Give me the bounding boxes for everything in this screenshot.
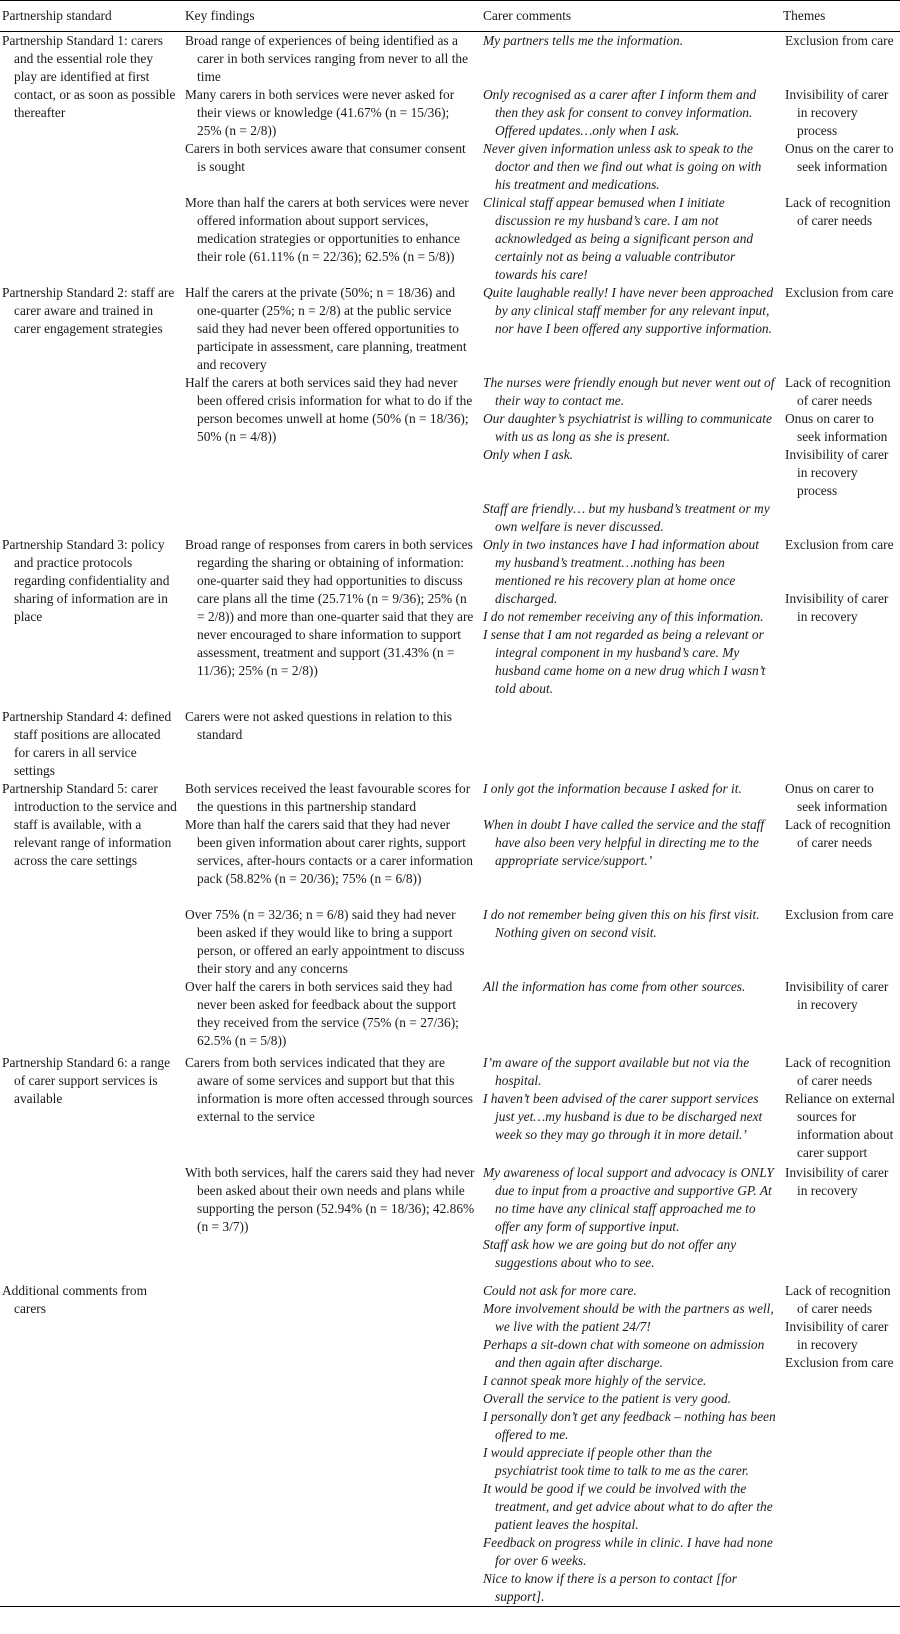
standard-text: Partnership Standard 6: a range of carer support services is available xyxy=(2,1055,171,1106)
theme-text: Exclusion from care xyxy=(785,1355,894,1370)
table-row xyxy=(0,708,900,780)
theme-text: Exclusion from care xyxy=(785,537,894,552)
theme-text: Invisibility of carer in recovery xyxy=(785,1165,889,1198)
theme-text: Onus on the carer to seek information xyxy=(785,141,894,174)
comment-text: The nurses were friendly enough but never went out of their way to contact me. xyxy=(483,375,775,408)
comment-text: When in doubt I have called the service and the staff have also been very helpful in directing me to the appropriate service/support.’ xyxy=(483,817,765,868)
comment-text: Only in two instances have I had information about my husband’s treatment…nothing has been mentioned re his recovery plan at home once discharged. xyxy=(483,537,759,606)
comment-text: Could not ask for more care. xyxy=(483,1283,637,1298)
theme-text: Lack of recognition of carer needs xyxy=(785,375,891,408)
standard-cell xyxy=(0,32,183,285)
table-row xyxy=(0,1054,900,1164)
finding-text: Broad range of responses from carers in both services regarding the sharing or obtaining of information: one-quarter said they had opportunities to discuss care plans all the time (25.71% (n = 9/36); 25% (n = 2/8)) and more than one-quarter said that they are never encouraged to share information to support assessment, treatment and support (31.43% (n = 11/36); 25% (n = 2/8)) xyxy=(185,537,474,678)
finding-text: Carers in both services aware that consumer consent is sought xyxy=(185,141,466,174)
finding-text: More than half the carers at both services were never offered information about support services, medication strategies or opportunities to enhance their role (61.11% (n = 22/36); 62.5% (n = 5/8)) xyxy=(185,195,469,264)
theme-text: Lack of recognition of carer needs xyxy=(785,817,891,850)
comment-text: Quite laughable really! I have never been approached by any clinical staff member for any relevant input, nor have I been offered any supportive information. xyxy=(483,285,774,336)
comment-text: It would be good if we could be involved with the treatment, and get advice about what to do after the patient leaves the hospital. xyxy=(483,1481,773,1532)
finding-text: Many carers in both services were never asked for their views or knowledge (41.67% (n = 15/36); 25% (n = 2/8)) xyxy=(185,87,455,138)
standard-cell xyxy=(0,1054,183,1282)
comment-text: Nice to know if there is a person to contact [for support]. xyxy=(483,1571,737,1604)
comment-text: Only when I ask. xyxy=(483,447,573,462)
header-partnership-standard: Partnership standard xyxy=(0,1,183,32)
comment-text: I only got the information because I asked for it. xyxy=(483,781,742,796)
comment-text: Our daughter’s psychiatrist is willing to communicate with us as long as she is present. xyxy=(483,411,772,444)
table-row xyxy=(0,1282,900,1607)
comment-text: I do not remember being given this on his first visit. Nothing given on second visit. xyxy=(483,907,760,940)
comment-text: All the information has come from other sources. xyxy=(483,979,746,994)
theme-text: Lack of recognition of carer needs xyxy=(785,1055,891,1088)
comment-text: I personally don’t get any feedback – nothing has been offered to me. xyxy=(483,1409,776,1442)
standard-cell xyxy=(0,284,183,536)
comment-text: I’m aware of the support available but not via the hospital. xyxy=(483,1055,750,1088)
finding-text: Over 75% (n = 32/36; n = 6/8) said they had never been asked if they would like to bring a support person, or offered an early appointment to discuss their story and any concerns xyxy=(185,907,465,976)
finding-text: Both services received the least favourable scores for the questions in this partnership standard xyxy=(185,781,471,814)
standard-cell xyxy=(0,708,183,780)
theme-text: Onus on carer to seek information xyxy=(785,781,888,814)
finding-text: More than half the carers said that they had never been given information about carer rights, support services, after-hours contacts or a carer information pack (58.82% (n = 20/36); 75% (n = 6/8)) xyxy=(185,817,473,886)
theme-text: Exclusion from care xyxy=(785,285,894,300)
header-key-findings: Key findings xyxy=(183,1,481,32)
comment-text: Staff are friendly… but my husband’s treatment or my own welfare is never discussed. xyxy=(483,501,770,534)
comment-text: More involvement should be with the partners as well, we live with the patient 24/7! xyxy=(483,1301,774,1334)
theme-text: Invisibility of carer in recovery xyxy=(785,591,889,624)
comment-text: Only recognised as a carer after I inform them and then they ask for consent to convey information. Offered updates…only when I ask. xyxy=(483,87,757,138)
theme-text: Invisibility of carer in recovery xyxy=(785,1319,889,1352)
theme-text: Invisibility of carer in recovery xyxy=(785,979,889,1012)
theme-text: Invisibility of carer in recovery process xyxy=(785,87,889,138)
theme-text: Reliance on external sources for information about carer support xyxy=(785,1091,896,1160)
table-row xyxy=(0,284,900,374)
finding-text: Over half the carers in both services said they had never been asked for feedback about the support they received from the service (75% (n = 27/36); 62.5% (n = 5/8)) xyxy=(185,979,459,1048)
comment-text: My partners tells me the information. xyxy=(483,33,684,48)
finding-text: Broad range of experiences of being identified as a carer in both services ranging from never to all the time xyxy=(185,33,469,84)
standard-text: Partnership Standard 1: carers and the essential role they play are identified at first contact, or as soon as possible thereafter xyxy=(2,33,176,120)
standard-text: Additional comments from carers xyxy=(2,1283,148,1316)
table-row xyxy=(0,780,900,816)
finding-text: With both services, half the carers said they had never been asked about their own needs and plans while supporting the person (52.94% (n = 18/36); 42.86% (n = 3/7)) xyxy=(185,1165,475,1234)
theme-text: Exclusion from care xyxy=(785,33,894,48)
comment-text: Feedback on progress while in clinic. I have had none for over 6 weeks. xyxy=(483,1535,773,1568)
comment-text: Never given information unless ask to speak to the doctor and then we find out what is going on with his treatment and medications. xyxy=(483,141,762,192)
header-carer-comments: Carer comments xyxy=(481,1,781,32)
table-row xyxy=(0,32,900,87)
finding-text: Carers from both services indicated that they are aware of some services and support but that this information is more often accessed through sources external to the service xyxy=(185,1055,473,1124)
header-themes: Themes xyxy=(781,1,900,32)
standard-cell xyxy=(0,536,183,708)
theme-text: Exclusion from care xyxy=(785,907,894,922)
standard-text: Partnership Standard 3: policy and practice protocols regarding confidentiality and sharing of information are in place xyxy=(2,537,170,624)
comment-text: Clinical staff appear bemused when I initiate discussion re my husband’s care. I am not acknowledged as being a significant person and certainly not as being a valuable contributor towards his care! xyxy=(483,195,754,282)
comment-text: I would appreciate if people other than the psychiatrist took time to talk to me as the carer. xyxy=(483,1445,749,1478)
standard-text: Partnership Standard 5: carer introduction to the service and staff is available, with a relevant range of information across the care settings xyxy=(2,781,177,868)
table-bottom-rule xyxy=(0,1607,900,1612)
comment-text: I cannot speak more highly of the service. xyxy=(483,1373,707,1388)
comment-text: I sense that I am not regarded as being a relevant or integral component in my husband’s care. My husband came home on a new drug which I wasn’t told about. xyxy=(483,627,766,696)
theme-text: Invisibility of carer in recovery process xyxy=(785,447,889,498)
finding-text: Carers were not asked questions in relation to this standard xyxy=(185,709,453,742)
standard-cell xyxy=(0,780,183,1054)
standard-text: Partnership Standard 4: defined staff positions are allocated for carers in all service settings xyxy=(2,709,172,778)
finding-text: Half the carers at both services said they had never been offered crisis information for what to do if the person becomes unwell at home (50% (n = 18/36); 50% (n = 4/8)) xyxy=(185,375,473,444)
finding-text: Half the carers at the private (50%; n = 18/36) and one-quarter (25%; n = 2/8) at the public service said they had never been offered opportunities to participate in assessment, care planning, treatment and recovery xyxy=(185,285,467,372)
comment-text: Perhaps a sit-down chat with someone on admission and then again after discharge. xyxy=(483,1337,765,1370)
theme-text: Onus on carer to seek information xyxy=(785,411,888,444)
comment-text: I do not remember receiving any of this information. xyxy=(483,609,764,624)
comment-text: My awareness of local support and advocacy is ONLY due to input from a proactive and supportive GP. At no time have any clinical staff approached me to offer any form of supportive input. xyxy=(483,1165,774,1234)
comment-text: Staff ask how we are going but do not offer any suggestions about who to see. xyxy=(483,1237,737,1270)
standard-cell xyxy=(0,1282,183,1607)
comment-text: Overall the service to the patient is very good. xyxy=(483,1391,732,1406)
table-row xyxy=(0,536,900,708)
standard-text: Partnership Standard 2: staff are carer aware and trained in carer engagement strategies xyxy=(2,285,175,336)
theme-text: Lack of recognition of carer needs xyxy=(785,195,891,228)
theme-text: Lack of recognition of carer needs xyxy=(785,1283,891,1316)
comment-text: I haven’t been advised of the carer support services just yet…my husband is due to be discharged next week so they may go through it in more detail.’ xyxy=(483,1091,763,1142)
header-row xyxy=(0,1,900,32)
